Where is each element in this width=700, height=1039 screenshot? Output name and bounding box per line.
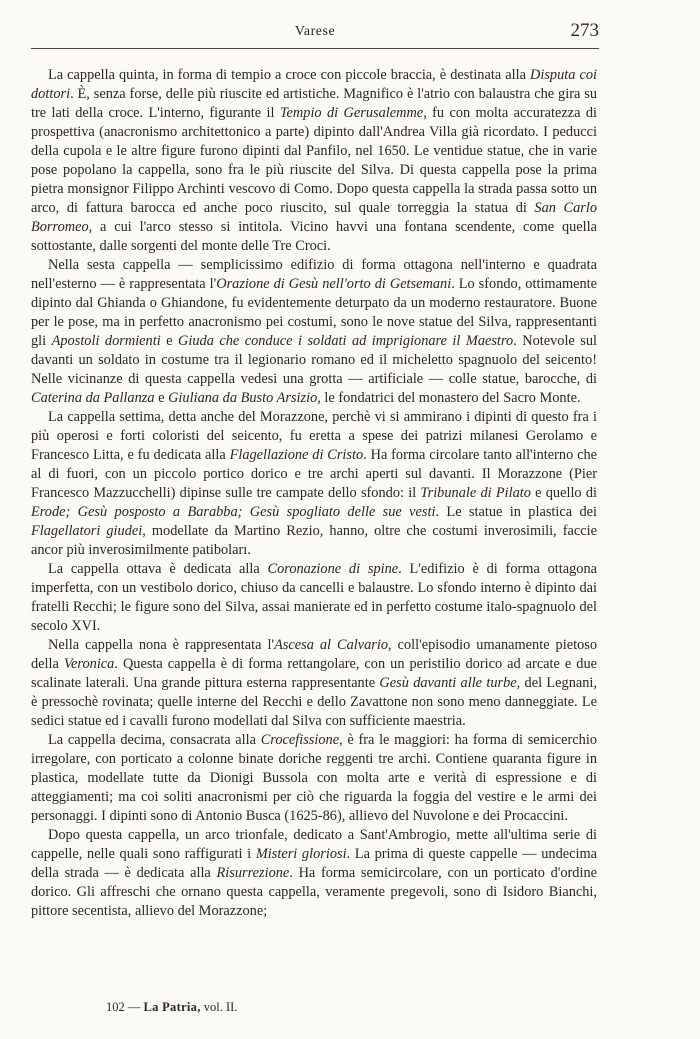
text-run: . Notevole sul davanti un soldato in costume tra il legionario romano ed il micheletto spagnuolo del seicento! Nelle vicinanze di questa cappella vedesi una grotta — artificiale — colle statue, barocche, di xyxy=(31,333,598,387)
text-run: . Ha forma circolare tanto all'interno che al di fuori, con un piccolo portico dorico e tre archi aperti sul davanti. Il Morazzone (Pier Francesco Mazzucchelli) dipinse sulle tre campate dello sfondo: il xyxy=(31,447,597,501)
italic-title: Tempio di Gerusalemme xyxy=(279,105,424,121)
paragraph xyxy=(31,408,597,560)
paragraph xyxy=(31,731,597,826)
running-header xyxy=(31,18,599,49)
text-run: , le fondatrici del monastero del Sacro Monte. xyxy=(317,390,581,406)
text-run: , del Legnani, è pressochè rovinata; quelle interne del Recchi e dello Zavattone non sono meno danneggiate. Le sedici statue ed i cavalli furono modellati dal Silva con sufficiente maestria. xyxy=(31,675,597,729)
paragraph xyxy=(31,66,597,256)
text-run: Dopo questa cappella, un arco trionfale, dedicato a Sant'Ambrogio, mette all'ultima serie di cappelle, nelle quali sono raffigurati i xyxy=(31,827,597,862)
volume-label: vol. II. xyxy=(203,1000,238,1014)
text-run: , è fra le maggiori: ha forma di semicerchio irregolare, con porticato a colonne binate doriche reggenti tre archi. Contiene quaranta figure in plastica, modellate tutte da Dionigi Bussola con molta arte e verità di espressione e di atteggiamenti; ma coi soliti anacronismi per ciò che riguarda la foggia del vestire e le armi dei personaggi. I dipinti sono di Antonio Busca (1625-86), allievo del Nuvolone e dei Procaccini. xyxy=(31,732,598,824)
italic-title: Flagellatori giudei xyxy=(31,523,143,539)
text-run: e xyxy=(160,333,179,349)
italic-title: Giuliana da Busto Arsizio xyxy=(168,390,318,406)
italic-title: Apostoli dormienti xyxy=(51,333,161,349)
text-run: . Lo sfondo, ottimamente dipinto dal Ghianda o Ghiandone, fu evidentemente deturpato da un moderno restauratore. Buone per le pose, ma in perfetto anacronismo pei costumi, sono le nove statue del Silva, rappresentanti gli xyxy=(31,276,598,349)
italic-title: Gesù davanti alle turbe xyxy=(379,675,517,691)
italic-title: Tribunale di Pilato xyxy=(420,485,531,501)
text-run: , coll'episodio umanamente pietoso della xyxy=(31,637,597,672)
text-run: La cappella ottava è dedicata alla xyxy=(48,561,268,577)
page-number: 273 xyxy=(570,20,599,41)
italic-title: Risurrezione xyxy=(216,865,290,881)
text-run: , fu con molta accuratezza di prospettiva (anacronismo architettonico a parte) dipinto dall'Andrea Villa già ricordato. I peducci della cupola e le altre figure furono dipinti dal Panfilo, nel 1650. Le ventidue statue, che in varie pose popolano la cappella, sono fra le più riuscite del Silva. Di questa cappella pose la prima pietra monsignor Filippo Archinti vescovo di Como. Dopo questa cappella la strada passa sotto un arco, di fattura barocca ed anche poco riuscito, sul quale torreggia la statua di xyxy=(31,105,597,216)
text-run: . Le statue in plastica dei xyxy=(435,504,597,520)
text-run: . L'edifizio è di forma ottagona imperfetta, con un vestibolo dorico, chiuso da cancelli e balaustre. Lo sfondo interno è dipinto dai fratelli Recchi; le figure sono del Silva, assai manierate ed in perfetto costume italo-spagnuolo del secolo XVI. xyxy=(31,561,597,634)
text-run: La cappella settima, detta anche del Morazzone, perchè vi si ammirano i dipinti di questo fra i più operosi e forti coloristi del seicento, fu eretta a spese dei patrizi milanesi Gerolamo e Francesco Litta, e fu dedicata alla xyxy=(31,409,597,463)
sheet-number: 102 xyxy=(106,1000,125,1014)
italic-title: Disputa coi dottori xyxy=(31,67,597,102)
paragraph xyxy=(31,636,597,731)
text-run: , modellate da Martino Rezio, hanno, oltre che costumi inverosimili, faccie ancor più inverosimilmente patiboları. xyxy=(31,523,598,558)
text-run: . Ha forma semicircolare, con un porticato d'ordine dorico. Gli affreschi che ornano questa cappella, veramente pregevoli, sono di Isidoro Bianchi, pittore secentista, allievo del Morazzone; xyxy=(31,865,597,919)
series-title: La Patria, xyxy=(143,1000,201,1014)
text-run: e quello di xyxy=(530,485,597,501)
text-run: Nella sesta cappella — semplicissimo edifizio di forma ottagona nell'interno e quadrata nell'esterno — è rappresentata l' xyxy=(31,257,597,292)
italic-title: San Carlo Borromeo xyxy=(31,200,597,235)
text-run: . È, senza forse, delle più riuscite ed artistiche. Magnifico è l'atrio con balaustra che gira su tre lati della croce. L'interno, figurante il xyxy=(31,86,597,121)
text-run: , a cui l'arco stesso si intitola. Vicino havvi una fontana scendente, come quella sottostante, dalle sorgenti del monte delle Tre Croci. xyxy=(31,219,597,254)
running-title: Varese xyxy=(294,24,336,39)
italic-title: Giuda che conduce i soldati ad imprigionare il Maestro xyxy=(178,333,514,349)
body-text xyxy=(31,66,597,921)
italic-title: Crocefissione xyxy=(260,732,340,748)
paragraph xyxy=(31,826,597,921)
italic-title: Erode; Gesù posposto a Barabba; Gesù spogliato delle sue vesti xyxy=(31,504,436,520)
italic-title: Orazione di Gesù nell'orto di Getsemani xyxy=(216,276,452,292)
text-run: Nella cappella nona è rappresentata l' xyxy=(48,637,275,653)
text-run: La cappella decima, consacrata alla xyxy=(48,732,261,748)
italic-title: Coronazione di spine xyxy=(267,561,399,577)
italic-title: Flagellazione di Cristo xyxy=(229,447,364,463)
signature-footer xyxy=(106,1000,237,1015)
italic-title: Misteri gloriosi xyxy=(255,846,347,862)
italic-title: Ascesa al Calvario xyxy=(274,637,389,653)
text-run: e xyxy=(154,390,169,406)
italic-title: Caterina da Pallanza xyxy=(31,390,155,406)
paragraph xyxy=(31,256,597,408)
italic-title: Veronica xyxy=(63,656,115,672)
paragraph xyxy=(31,560,597,636)
footer-dash: — xyxy=(127,1000,141,1014)
text-run: La cappella quinta, in forma di tempio a croce con piccole braccia, è destinata alla xyxy=(48,67,530,83)
text-run: . Questa cappella è di forma rettangolare, con un peristilio dorico ad arcate e due scalinate laterali. Una grande pittura esterna rappresentante xyxy=(31,656,597,691)
text-run: . La prima di queste cappelle — undecima della strada — è dedicata alla xyxy=(31,846,598,881)
